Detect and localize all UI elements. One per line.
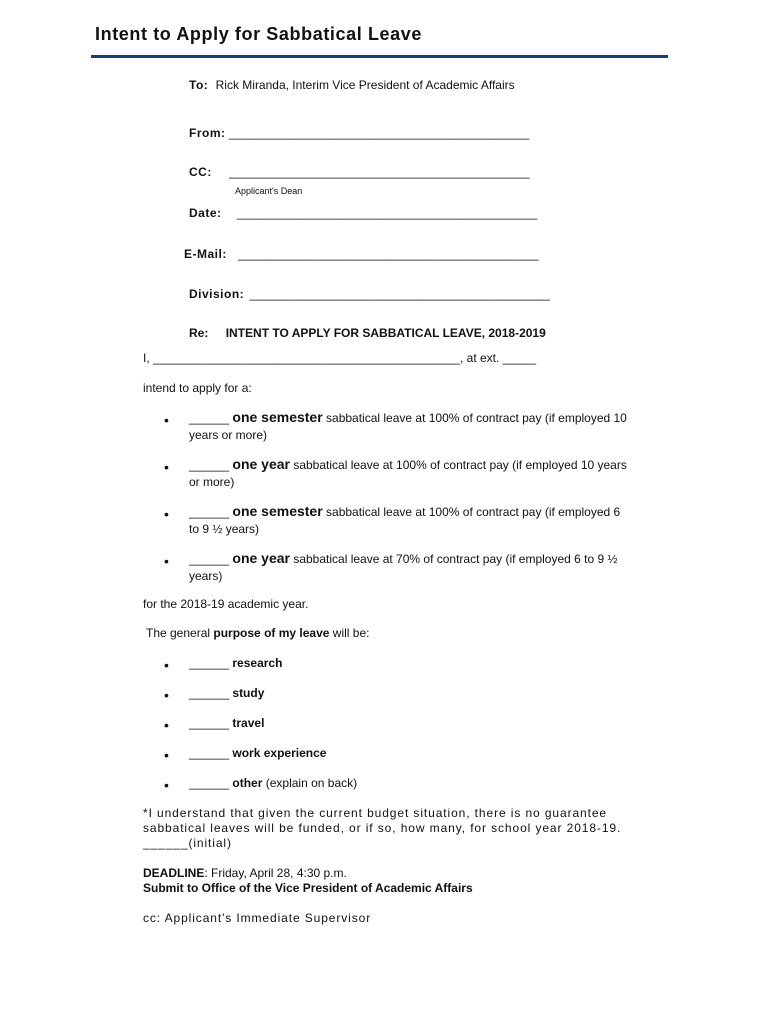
leave-option-1 (189, 409, 629, 444)
purpose-label: study (232, 686, 265, 700)
purpose-blank[interactable]: ______ (189, 776, 230, 790)
intro-line[interactable]: I, ______________________________________________, at ext. _____ (143, 351, 537, 365)
division-label: Division: (189, 287, 245, 301)
leave-option-text: sabbatical leave at 70% of contract pay (if employed 6 to 9 ½ years) (189, 552, 618, 583)
bullet: • (164, 777, 169, 793)
leave-option-text: sabbatical leave at 100% of contract pay (if employed 10 years or more) (189, 458, 627, 489)
to-value: Rick Miranda, Interim Vice President of Academic Affairs (215, 78, 515, 92)
date-row (189, 206, 537, 220)
leave-option-blank[interactable]: ______ (189, 411, 230, 425)
leave-option-blank[interactable]: ______ (189, 458, 230, 472)
purpose-option-work-experience (189, 746, 326, 760)
purpose-prefix: The general (146, 626, 214, 640)
date-label: Date: (189, 206, 222, 220)
deadline-label: DEADLINE (143, 866, 205, 880)
purpose-option-study (189, 686, 264, 700)
leave-option-kind: one semester (232, 409, 323, 425)
budget-note: *I understand that given the current budget situation, there is no guarantee sabbatical leaves will be funded, or if so, how many, for school year 2018-19. ______(initial) (143, 806, 622, 850)
purpose-label: other (232, 776, 263, 790)
from-label: From: (189, 126, 226, 140)
bullet: • (164, 412, 169, 428)
leave-option-kind: one year (232, 550, 290, 566)
title-rule (91, 55, 668, 58)
from-row (189, 126, 529, 140)
purpose-option-other (189, 776, 357, 790)
email-field[interactable]: _____________________________________________ (238, 247, 539, 261)
purpose-label: research (232, 656, 283, 670)
cc-note: Applicant's Dean (235, 186, 303, 196)
to-row (189, 78, 515, 92)
purpose-blank[interactable]: ______ (189, 656, 230, 670)
academic-year-line: for the 2018-19 academic year. (143, 597, 309, 611)
deadline-value: : Friday, April 28, 4:30 p.m. (204, 866, 347, 880)
purpose-label: work experience (232, 746, 327, 760)
leave-option-text: sabbatical leave at 100% of contract pay (if employed 6 to 9 ½ years) (189, 505, 621, 536)
purpose-label: travel (232, 716, 265, 730)
cc-footer: cc: Applicant's Immediate Supervisor (143, 911, 372, 925)
purpose-bold: purpose of my leave (213, 626, 330, 640)
bullet: • (164, 553, 169, 569)
page-title: Intent to Apply for Sabbatical Leave (95, 24, 422, 44)
leave-option-3 (189, 503, 629, 538)
intend-line: intend to apply for a: (143, 381, 252, 395)
bullet: • (164, 657, 169, 673)
re-row (189, 326, 546, 340)
leave-option-blank[interactable]: ______ (189, 552, 230, 566)
leave-option-kind: one semester (232, 503, 323, 519)
submit-line: Submit to Office of the Vice President of Academic Affairs (143, 881, 473, 895)
purpose-option-research (189, 656, 282, 670)
leave-option-blank[interactable]: ______ (189, 505, 230, 519)
email-label: E-Mail: (184, 247, 227, 261)
bullet: • (164, 717, 169, 733)
bullet: • (164, 687, 169, 703)
date-field[interactable]: _____________________________________________ (236, 206, 538, 220)
purpose-suffix: will be: (329, 626, 370, 640)
bullet: • (164, 506, 169, 522)
leave-option-4 (189, 550, 629, 585)
deadline-row (143, 866, 347, 880)
purpose-heading (146, 626, 369, 640)
leave-option-2 (189, 456, 629, 491)
purpose-note: (explain on back) (262, 776, 358, 790)
purpose-blank[interactable]: ______ (189, 746, 230, 760)
leave-option-text: sabbatical leave at 100% of contract pay (if employed 10 years or more) (189, 411, 627, 442)
re-label: Re: (189, 326, 209, 340)
to-label: To: (189, 78, 209, 92)
bullet: • (164, 459, 169, 475)
cc-row (189, 165, 530, 179)
cc-field[interactable]: _____________________________________________ (229, 165, 530, 179)
bullet: • (164, 747, 169, 763)
purpose-option-travel (189, 716, 264, 730)
email-row (184, 247, 539, 261)
purpose-blank[interactable]: ______ (189, 716, 230, 730)
purpose-blank[interactable]: ______ (189, 686, 230, 700)
leave-option-kind: one year (232, 456, 290, 472)
re-value: INTENT TO APPLY FOR SABBATICAL LEAVE, 2018-2019 (225, 326, 546, 340)
cc-label: CC: (189, 165, 212, 179)
division-row (189, 287, 550, 301)
from-field[interactable]: _____________________________________________ (228, 126, 530, 140)
division-field[interactable]: _____________________________________________ (249, 287, 550, 301)
